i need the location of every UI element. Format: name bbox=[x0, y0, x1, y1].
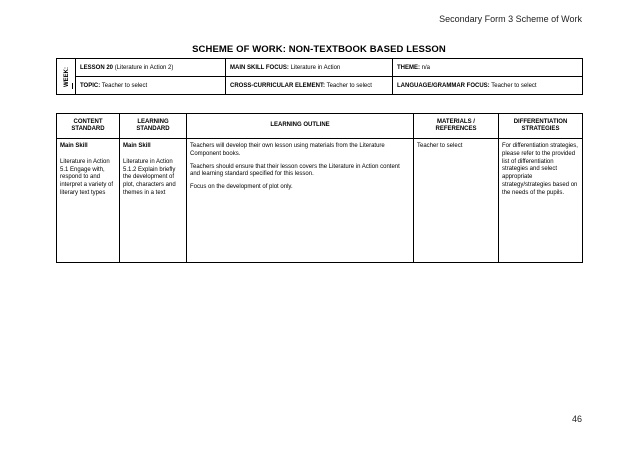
week-cell bbox=[57, 59, 76, 95]
language-grammar-cell: LANGUAGE/GRAMMAR FOCUS: Teacher to select bbox=[393, 77, 583, 95]
topic-cell: TOPIC: Teacher to select bbox=[76, 77, 226, 95]
outline-paragraph-2: Teachers should ensure that their lesson covers the Literature in Action content and learning standard specified for this lesson. bbox=[190, 163, 400, 178]
week-label: WEEK: bbox=[64, 66, 70, 87]
learning-table bbox=[56, 113, 583, 263]
main-skill-cell: MAIN SKILL FOCUS: Literature in Action bbox=[226, 59, 393, 77]
language-grammar-value: Teacher to select bbox=[491, 82, 537, 89]
page-header: Secondary Form 3 Scheme of Work bbox=[439, 14, 582, 24]
main-skill-value: Literature in Action bbox=[290, 64, 341, 71]
learning-standard-title: Main Skill bbox=[123, 143, 151, 149]
materials-header: MATERIALS / REFERENCES bbox=[414, 114, 499, 139]
learning-standard-header: LEARNING STANDARD bbox=[120, 114, 187, 139]
page-title: SCHEME OF WORK: NON-TEXTBOOK BASED LESSON bbox=[192, 44, 446, 55]
theme-label: THEME bbox=[397, 64, 418, 71]
differentiation-header: DIFFERENTIATION STRATEGIES bbox=[499, 114, 583, 139]
theme-value: n/a bbox=[421, 64, 431, 71]
cross-curricular-value: Teacher to select bbox=[326, 82, 372, 89]
topic-value: Teacher to select bbox=[101, 82, 148, 89]
lesson-label: LESSON 20 bbox=[80, 64, 114, 71]
learning-standard-cell bbox=[120, 139, 187, 263]
lesson-value: (Literature in Action 2) bbox=[114, 64, 174, 71]
week-value-mark bbox=[72, 83, 73, 89]
cross-curricular-cell: CROSS-CURRICULAR ELEMENT: Teacher to select bbox=[226, 77, 393, 95]
language-grammar-label: LANGUAGE/GRAMMAR FOCUS bbox=[397, 82, 488, 89]
learning-outline-header: LEARNING OUTLINE bbox=[187, 114, 414, 139]
content-standard-header: CONTENT STANDARD bbox=[57, 114, 120, 139]
content-standard-text: Literature in Action 5.1 Engage with, respond to and interpret a variety of literary text types bbox=[60, 158, 114, 196]
theme-cell: THEME: n/a bbox=[393, 59, 583, 77]
learning-standard-text: Literature in Action 5.1.2 Explain briefly the development of plot, characters and themes in a text bbox=[123, 158, 176, 196]
table-header-row bbox=[57, 114, 583, 139]
content-standard-cell bbox=[57, 139, 120, 263]
differentiation-cell: For differentiation strategies, please refer to the provided list of differentiation strategies and select appropriate strategy/strategies based on the needs of the pupils. bbox=[499, 139, 583, 263]
outline-paragraph-3: Focus on the development of plot only. bbox=[190, 184, 293, 191]
lesson-info-table bbox=[56, 58, 583, 95]
content-standard-title: Main Skill bbox=[60, 143, 88, 149]
topic-label: TOPIC bbox=[80, 82, 99, 89]
table-row bbox=[57, 139, 583, 263]
lesson-cell bbox=[76, 59, 226, 77]
cross-curricular-label: CROSS-CURRICULAR ELEMENT bbox=[230, 82, 323, 89]
learning-outline-cell bbox=[187, 139, 414, 263]
main-skill-label: MAIN SKILL FOCUS bbox=[230, 64, 287, 71]
page-number: 46 bbox=[571, 414, 582, 424]
outline-paragraph-1: Teachers will develop their own lesson using materials from the Literature Component books. bbox=[190, 143, 385, 157]
materials-cell: Teacher to select bbox=[414, 139, 499, 263]
